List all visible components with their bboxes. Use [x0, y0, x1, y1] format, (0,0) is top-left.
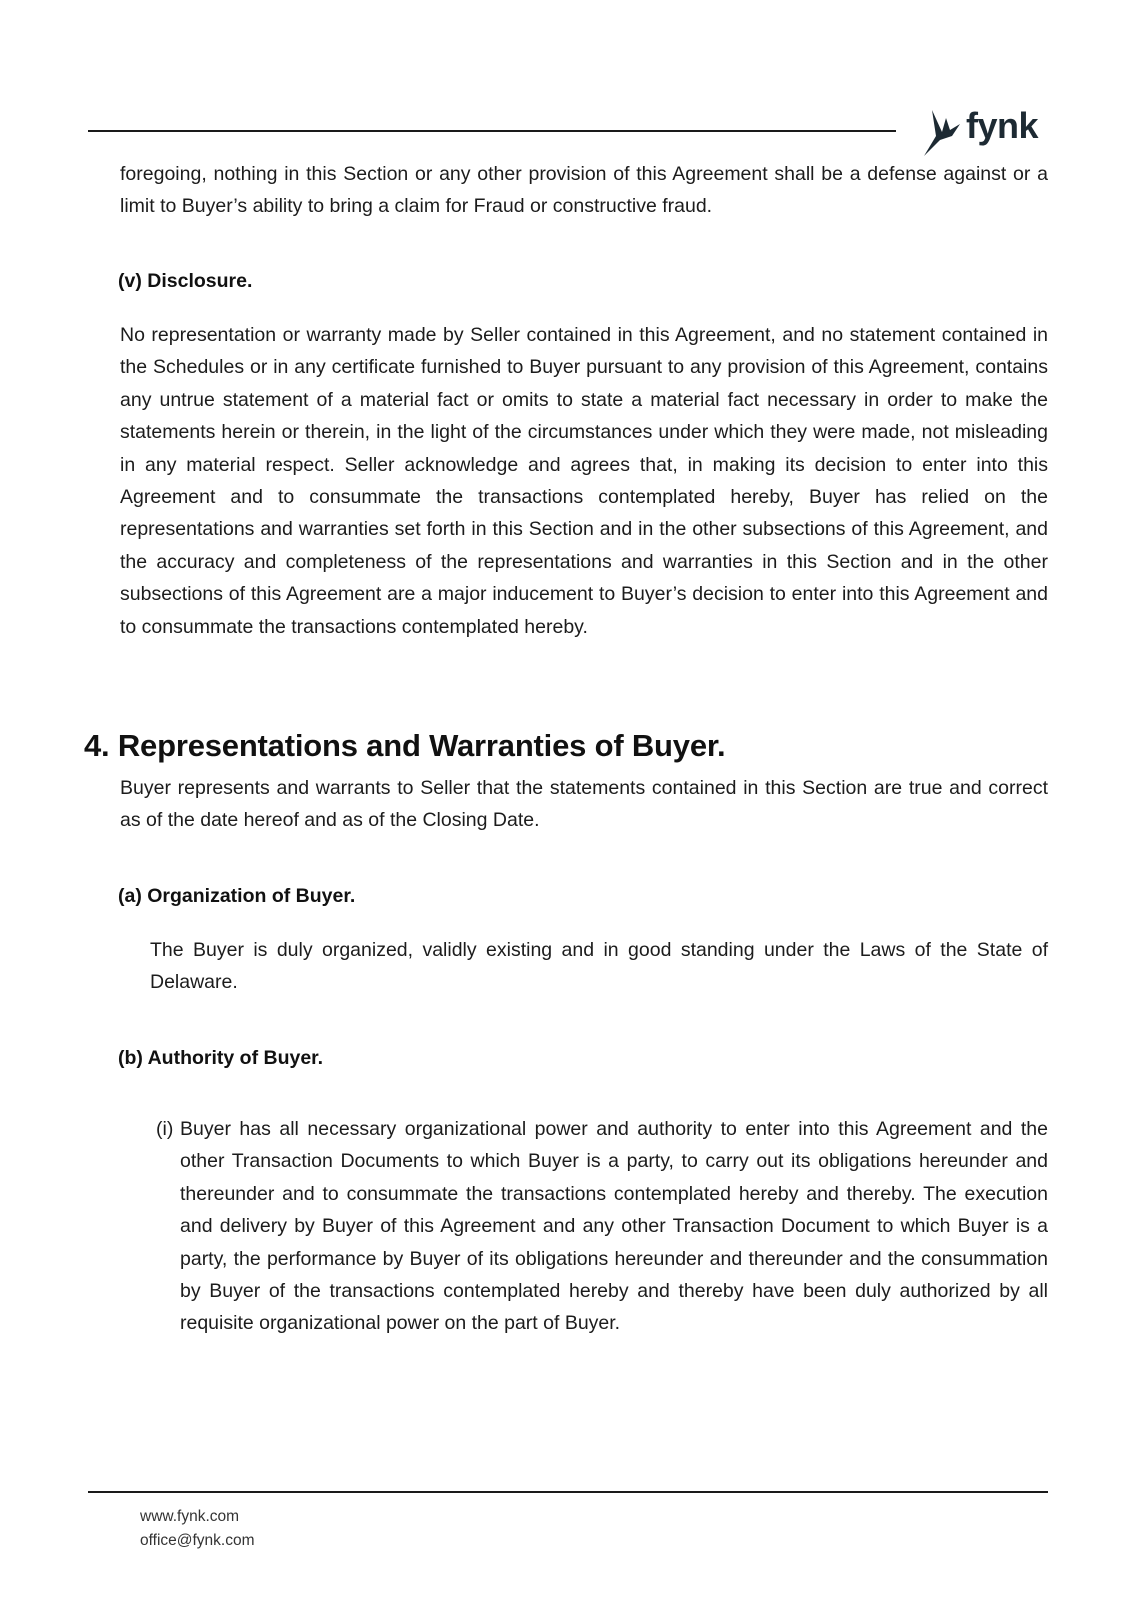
paragraph-section-intro: Buyer represents and warrants to Seller that the statements contained in this Section are true and correct as of the date hereof and as of the Closing Date. [120, 777, 1048, 832]
header-rule [88, 130, 896, 132]
footer-website: www.fynk.com [140, 1508, 240, 1525]
paragraph-disclosure: No representation or warranty made by Seller contained in this Agreement, and no statement contained in the Schedules or in any certificate furnished to Buyer pursuant to any provision of this Agreement, contains any untrue statement of a material fact or omits to state a material fact necessary in order to make the statements herein or therein, in the light of the circumstances under which they were made, not misleading in any material respect. Seller acknowledge and agrees that, in making its decision to enter into this Agreement and to consummate the transactions contemplated hereby, Buyer has relied on the representations and warranties set forth in this Section and in the other subsections of this Agreement, and the accuracy and completeness of the representations and warranties in this Section and in the other subsections of this Agreement are a major inducement to Buyer’s decision to enter into this Agreement and to consummate the transactions contemplated hereby. [120, 324, 1048, 638]
list-item [156, 1113, 1048, 1340]
footer-rule [88, 1491, 1048, 1493]
subheading-authority: (b) Authority of Buyer. [118, 1047, 324, 1069]
list-item-text: Buyer has all necessary organizational power and authority to enter into this Agreement and the other Transaction Documents to which Buyer is a party, to carry out its obligations hereunder and thereunder and to consummate the transactions contemplated hereby and thereby. The execution and delivery by Buyer of this Agreement and any other Transaction Document to which Buyer is a party, the performance by Buyer of its obligations hereunder and thereunder and the consummation by Buyer of the transactions contemplated hereby and thereby have been duly authorized by all requisite organizational power on the part of Buyer. [180, 1118, 1048, 1335]
logo-text: fynk [966, 105, 1039, 146]
bird-icon [922, 106, 962, 158]
list-marker: (i) [156, 1118, 174, 1140]
subheading-disclosure: (v) Disclosure. [118, 270, 253, 292]
section-title: 4. Representations and Warranties of Buyer. [84, 728, 726, 763]
paragraph-organization: The Buyer is duly organized, validly existing and in good standing under the Laws of the State of Delaware. [150, 939, 1048, 994]
logo [922, 104, 1038, 160]
paragraph-intro: foregoing, nothing in this Section or any other provision of this Agreement shall be a defense against or a limit to Buyer’s ability to bring a claim for Fraud or constructive fraud. [120, 163, 1048, 218]
footer-email: office@fynk.com [140, 1532, 255, 1549]
subheading-organization: (a) Organization of Buyer. [118, 885, 356, 907]
